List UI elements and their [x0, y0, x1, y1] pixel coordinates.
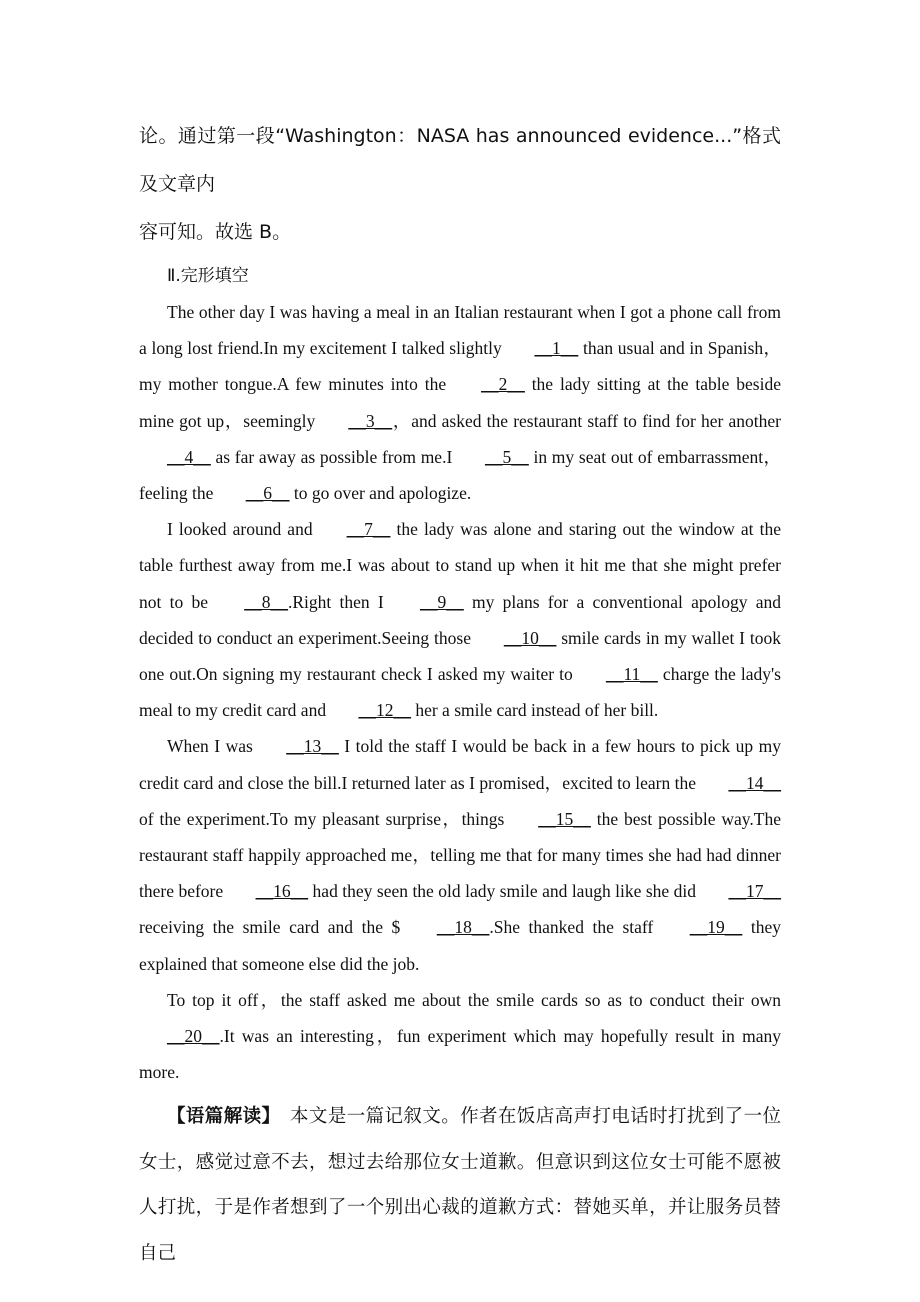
intro-line-2: 容可知。故选 B。 — [139, 221, 292, 243]
cloze-blank: __19__ — [689, 917, 743, 938]
passage-text: of the experiment.To my pleasant surprise，things — [139, 808, 511, 829]
cloze-blank: __18__ — [436, 917, 490, 938]
passage-text: smile cards in my wallet I took one out.On signing my restaurant check I asked my waiter to — [139, 627, 781, 685]
cloze-blank: __5__ — [485, 446, 529, 467]
cloze-blank: __1__ — [534, 338, 579, 359]
passage-text: in my seat out of embarrassment，feeling the — [139, 446, 781, 504]
passage-text: When I was — [167, 736, 259, 757]
passage-text: To top it off，the staff asked me about the smile cards so as to conduct their own — [167, 989, 781, 1010]
section-title: Ⅱ.完形填空 — [167, 266, 249, 286]
cloze-blank: __14__ — [728, 772, 781, 793]
cloze-blank: __2__ — [481, 374, 525, 395]
passage-paragraph-3 — [139, 728, 781, 981]
cloze-blank: __12__ — [358, 700, 411, 721]
cloze-blank: __6__ — [245, 483, 290, 504]
cloze-blank: __15__ — [538, 808, 591, 829]
passage-text: to go over and apologize. — [289, 483, 472, 504]
cloze-blank: __11__ — [605, 664, 658, 685]
cloze-blank: __10__ — [503, 627, 557, 648]
cloze-blank: __17__ — [728, 881, 781, 902]
cloze-blank: __7__ — [346, 519, 391, 540]
passage-text: my plans for a conventional apology and decided to conduct an experiment.Seeing those — [139, 591, 781, 648]
passage-paragraph-2 — [139, 511, 781, 728]
document-page — [139, 112, 781, 1276]
passage-text: .Right then I — [288, 591, 392, 612]
cloze-blank: __8__ — [244, 591, 288, 612]
cloze-passage — [139, 294, 781, 1090]
passage-text: charge the lady's meal to my credit card and — [139, 664, 781, 721]
reading-note-paragraph — [139, 1094, 781, 1276]
analysis-intro — [139, 112, 781, 256]
cloze-blank: __9__ — [419, 591, 464, 612]
passage-text: than usual and in Spanish，my mother tongue.A few minutes into the — [139, 338, 781, 395]
passage-text: ，and asked the restaurant staff to find for her another — [392, 410, 781, 431]
passage-text: I told the staff I would be back in a few hours to pick up my credit card and close the bill.I returned later as I promised，excited to learn the — [139, 736, 782, 793]
passage-text: I looked around and — [167, 519, 319, 540]
cloze-blank: __20__ — [167, 1026, 220, 1047]
reading-note-text: 本文是一篇记叙文。作者在饭店高声打电话时打扰到了一位女士，感觉过意不去，想过去给那位女士道歉。但意识到这位女士可能不愿被人打扰，于是作者想到了一个别出心裁的道歉方式：替她买单，并让服务员替自己 — [139, 1106, 781, 1264]
passage-text: the lady was alone and staring out the window at the table furthest away from me.I was about to stand up when it hit me that she might prefer not to be — [139, 519, 782, 612]
reading-note-tag: 【语篇解读】 — [167, 1106, 272, 1128]
passage-text: the best possible way.The restaurant staff happily approached me，telling me that for many times she had had dinner there before — [139, 808, 781, 902]
passage-paragraph-1 — [139, 294, 781, 511]
passage-text: her a smile card instead of her bill. — [410, 700, 659, 721]
reading-note — [139, 1094, 781, 1276]
cloze-blank: __13__ — [286, 736, 339, 757]
passage-text: receiving the smile card and the $ — [139, 917, 409, 938]
passage-text: as far away as possible from me.I — [210, 446, 457, 467]
cloze-blank: __4__ — [167, 446, 211, 467]
cloze-blank: __16__ — [255, 881, 309, 902]
passage-text: The other day I was having a meal in an Italian restaurant when I got a phone call from a long lost friend.In my excitement I talked slightly — [139, 302, 781, 359]
passage-text: .She thanked the staff — [489, 917, 662, 938]
passage-text: .It was an interesting，fun experiment which may hopefully result in many more. — [139, 1026, 781, 1083]
passage-text: the lady sitting at the table beside mine got up，seemingly — [139, 374, 781, 431]
passage-text: they explained that someone else did the job. — [139, 917, 781, 974]
cloze-blank: __3__ — [348, 410, 393, 431]
intro-line-1: 论。通过第一段“Washington：NASA has announced evidence...”格式及文章内 — [139, 125, 781, 195]
passage-text: had they seen the old lady smile and laugh like she did — [308, 881, 701, 902]
passage-paragraph-4 — [139, 982, 781, 1091]
